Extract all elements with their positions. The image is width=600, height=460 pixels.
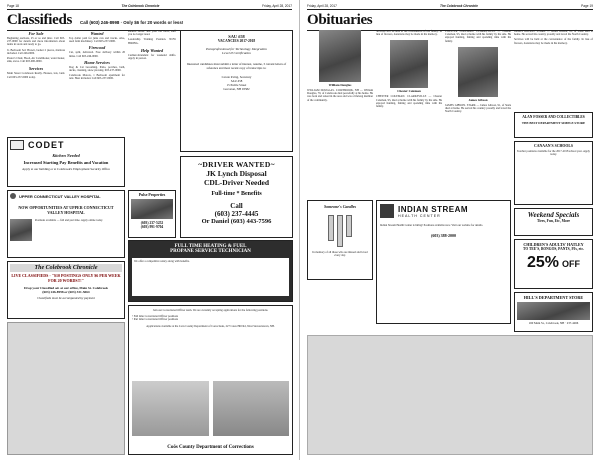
right-folio-page: Page 19: [581, 4, 593, 8]
obit3-photo: [458, 47, 498, 97]
wanted-text: Top dollar paid for junk cars and trucks. Also, used farm machinery. Call 603-237-0000.: [69, 37, 125, 44]
uccvh-name: UPPER CONNECTICUT VALLEY HOSPITAL: [19, 193, 101, 199]
coos-title: Coös County Department of Corrections: [167, 445, 254, 450]
fosser-text: THE BEST DEPARTMENT SIMPLE STORE: [521, 121, 586, 125]
hills-addr: 160 Main St., Colebrook, NH · 237-4266: [528, 321, 579, 325]
hiring-sub: PROPANE SERVICE TECHNICIAN: [170, 249, 251, 254]
coos-photo-2: [213, 381, 290, 436]
children-sub: TO TEE'S, BONGOS, PANTS, PJs, etc.: [523, 247, 584, 251]
classifieds-title: Classifieds: [7, 12, 73, 28]
for-sale-text-3: Pastor's Chair, Hood, Air Conditioner, water heater, sink, stove. Call 603-000-0000.: [7, 57, 65, 64]
obit-col-3: [445, 30, 511, 113]
obituaries-header: [307, 12, 593, 29]
pulse-photo: [131, 199, 173, 219]
left-folio-page: Page 18: [7, 4, 19, 8]
left-folio-paper: The Colebrook Chronicle: [121, 4, 160, 8]
left-folio-date: Friday, April 28, 2017: [262, 4, 292, 8]
fosser-title: ALAN FOSSER AND COLLECTIBLES: [522, 115, 585, 119]
classifieds-col-1: [7, 30, 65, 79]
coos-text: Join our Correctional Officer team. We are currently accepting applications for the following positions.: [152, 309, 269, 312]
rental-text: Colebrook Motors, 1 Bedroom apartment for rent. Heat included. Call 603-237-0000.: [69, 74, 125, 81]
hills-ad: [514, 292, 593, 332]
driver-company: JK Lynch Disposal: [206, 169, 267, 178]
candles-illustration: [311, 215, 369, 247]
coos-corrections-ad: [128, 305, 293, 455]
firewood-text: Cut, split, delivered. Free delivery within 20 miles. Call 603-246-0000.: [69, 51, 125, 58]
obit-col3-text: CHESTER COLEMAN. CLARKSVILLE — Chester Coleman, 93, died at home with his family by his side. He enjoyed hunting, fishing and spending time with his family.: [445, 30, 511, 43]
classifieds-col-3: [128, 30, 176, 60]
indian-stream-sub: HEALTH CENTER: [398, 213, 441, 218]
hiring-body: [132, 258, 289, 296]
home-services-text: Dog & Cat Grooming. Patio, porches, bath, decks, cleaning, snow plowing. 603-237-0000.: [69, 65, 125, 73]
driver-wanted-ad: [180, 156, 293, 238]
classifieds-header: [7, 12, 292, 29]
canaan-ad: [514, 141, 593, 205]
heading-home-services: Home Services: [84, 59, 110, 65]
obit3-text: JAMES GIBSON. STARK — James Gibson, 91, of Stark died at home. He served his country proudly and loved the North Country.: [445, 103, 511, 114]
driver-cdl: CDL-Driver Needed: [203, 178, 270, 187]
obit-col-2: [376, 30, 442, 108]
pulse-properties-ad: [128, 190, 176, 238]
services-text: Main Street Colebrook Realty. Houses, lots, land. Call 603-237-0000 today.: [7, 72, 65, 79]
coos-bullet-1: • Full time Correctional Officer positions: [132, 315, 179, 319]
pulse-title: Pulse Properties: [138, 193, 166, 197]
sau-addr-2: SAU #58: [230, 78, 243, 83]
right-bottom-filler: [307, 335, 593, 455]
obit-col-4: [514, 30, 593, 45]
coos-bullet-2-text: Part time Correctional Officer positions: [133, 318, 179, 322]
driver-phone-2: Or Daniel (603) 443-7596: [201, 218, 272, 225]
sau-addr-4: Groveton, NH 03582: [223, 86, 250, 91]
hiring-title: FULL TIME HEATING & FUEL: [174, 244, 247, 249]
chronicle-offer: LIVE CLASSIFIEDS · "$10 POSTINGS ONLY $6 PER WEEK FOR 20 WORDS!!!": [11, 273, 121, 283]
codet-sub: Increased Starting Pay Benefits and Vacation: [23, 160, 109, 165]
canaan-title: CANAAN'S SCHOOLS: [534, 144, 573, 148]
chronicle-addr: Drop your Classified ad. at our office, Main St. Colebrook: [24, 285, 108, 290]
driver-phone-1: (603) 237-4445: [214, 210, 259, 218]
help-wanted-text: Cashier/Attendant for weekend shifts. Apply in person.: [128, 53, 176, 61]
obit2-name: Chester Coleman: [397, 89, 421, 94]
obit-col4-text: JAMES GIBSON. STARK — James Gibson, 91, of Stark died at home. He served his country proudly and loved the North Country.: [514, 30, 593, 37]
sau-addr-3: 15 Preble Street: [226, 82, 247, 87]
candle-icon: [346, 215, 352, 237]
right-page: [300, 0, 600, 460]
chronicle-phone: (603) 246-8998 or (603) 331-5064: [42, 289, 90, 294]
hospital-logo-icon: [10, 193, 16, 199]
sau-title: SAU #58: [228, 34, 245, 39]
heating-fuel-ad: [128, 240, 293, 302]
classifieds-subtitle: Call (603) 246-8998 · Only $6 for 20 words or less!: [80, 20, 184, 25]
obit1-name: William Douglas: [328, 83, 352, 87]
children-percent: 25%: [526, 254, 560, 271]
classifieds-col-2: [69, 30, 125, 81]
right-folio-date: Friday, April 28, 2017: [307, 4, 337, 8]
col3-text-2: Leadership Training Position. NOW HIRING.: [128, 38, 176, 45]
sau-line-2: Level II Certification: [222, 51, 251, 55]
driver-fulltime: Full-time * Benefits: [211, 191, 262, 197]
chronicle-name: The Colebrook Chronicle: [10, 264, 122, 272]
coos-bullet-1-text: Full time Correctional Officer positions: [133, 315, 179, 319]
obit1-continued: Services will be held at the convenience of the family. In lieu of flowers, donations may be made in his memory.: [376, 30, 442, 37]
driver-call: Call: [230, 202, 243, 210]
for-sale-text: Beginning auctions, 25 or so and misc. Call 603-237-0000 for details and more information about items in stock and ready to go.: [7, 37, 65, 47]
pulse-phone-1: (603) 237-5252: [140, 221, 164, 225]
left-bottom-filler: [7, 322, 125, 455]
hiring-text: We offer a competitive salary along with benefits.: [134, 260, 190, 263]
codet-ad: [7, 137, 125, 187]
candle-icon: [328, 215, 334, 241]
pulse-phone-2: (603) 991-9704: [140, 225, 164, 229]
hills-title: HILL'S DEPARTMENT STORE: [523, 295, 584, 300]
obit-col-1: [307, 30, 373, 102]
sau-58-ad: [180, 30, 293, 152]
weekend-title: Weekend Specials: [527, 211, 580, 219]
codet-apply: Apply at our building or at Colebrook's Employment Security Office: [22, 167, 110, 171]
for-sale-text-2: Jr. Bedroom Set: Brown, bedset 2 pieces, mattress included. Call 246-0000.: [7, 48, 65, 55]
left-folio: [7, 4, 292, 10]
obit3-name: James Gibson: [468, 97, 488, 102]
sau-line-1: Paraprofessional for Technology Integration: [206, 47, 267, 51]
sau-addr-1: Carole Irving, Secretary: [221, 74, 252, 79]
obit2-photo: [390, 40, 428, 88]
weekend-sub: Tires, Fun, Etc, More: [537, 219, 570, 223]
coos-bullet-2: • Part time Correctional Officer positions: [132, 318, 179, 322]
candle-icon: [337, 215, 343, 247]
heading-wanted: Wanted: [90, 31, 104, 36]
children-off: OFF: [562, 259, 581, 269]
obit-col4-text-2: Services will be held at the convenience of the family. In lieu of flowers, donations may be made in his memory.: [514, 38, 593, 45]
obit1-text: WILLIAM DOUGLAS. COLEBROOK, NH — William Douglas, 79, of Colebrook died peacefully at his home. He was born and raised in the area and was a lifelong member of the community.: [307, 89, 373, 102]
driver-title: ~DRIVER WANTED~: [198, 160, 275, 169]
candles-text: In memory of all those who are missed and loved every day.: [312, 251, 368, 258]
indian-stream-ad: [376, 200, 511, 324]
weekend-specials-ad: [514, 208, 593, 236]
coos-photo-1: [132, 381, 209, 436]
codet-name: CODET: [28, 140, 65, 150]
indian-stream-logo-icon: [380, 204, 394, 218]
heading-firewood: Firewood: [88, 45, 106, 51]
hills-photo: [517, 302, 590, 320]
obituaries-title: Obituaries: [307, 12, 373, 28]
codet-logo-icon: [10, 140, 24, 150]
heading-services: Services: [28, 66, 44, 72]
candles-title: Someone's Candles: [323, 204, 357, 209]
canaan-text: Teacher positions available for the 2017-2018 school year. Apply today.: [517, 150, 590, 157]
sau-body: Interested candidates must submit a letter of interest, resume, 3 current letters of reference and most recent copy of transcripts to:: [186, 62, 287, 70]
fosser-ad: [514, 112, 593, 138]
indian-stream-text: Indian Stream Health Center is hiring! Positions available now. Visit our website for details.: [380, 224, 483, 227]
uccvh-photo: [10, 219, 32, 241]
sau-subtitle: VACANCIES 2017-2018: [217, 39, 256, 43]
uccvh-ad: [7, 190, 125, 258]
candles-ad: [307, 200, 373, 280]
chronicle-classifieds-ad: [7, 261, 125, 319]
heading-help-wanted: Help Wanted: [140, 47, 164, 53]
uccvh-sub: NOW OPPORTUNITIES AT UPPER CONNECTICUT VALLEY HOSPITAL: [18, 205, 114, 215]
right-folio: [307, 4, 593, 10]
children-title: CHILDREN'S ADULTS' HATLEY: [523, 242, 584, 247]
obit2-text: CHESTER COLEMAN. CLARKSVILLE — Chester Coleman, 93, died at home with his family by his side. He enjoyed hunting, fishing and spending time with his family.: [376, 95, 442, 109]
indian-stream-phone: (603) 388-2000: [431, 233, 456, 239]
codet-kitchen: Kitchen Needed: [52, 153, 80, 158]
coos-footer: Applications available at the Coös County Department of Corrections, 227 Cates Hill Rd, West Stewartstown, NH.: [146, 324, 275, 328]
heading-for-sale: For Sale: [28, 31, 44, 36]
indian-stream-name: INDIAN STREAM: [398, 204, 469, 214]
childrens-hatley-ad: [514, 239, 593, 289]
coos-illustration: [132, 381, 289, 436]
col3-text-1: Reduce stress. Sell your old tools, stuff you no longer need.: [128, 30, 176, 37]
obit1-photo: [319, 30, 361, 82]
uccvh-text: Positions available — full and part time. Apply online today.: [35, 219, 103, 222]
chronicle-note: Classifieds must be accompanied by payment: [37, 295, 95, 300]
right-folio-paper: The Colebrook Chronicle: [440, 4, 478, 8]
